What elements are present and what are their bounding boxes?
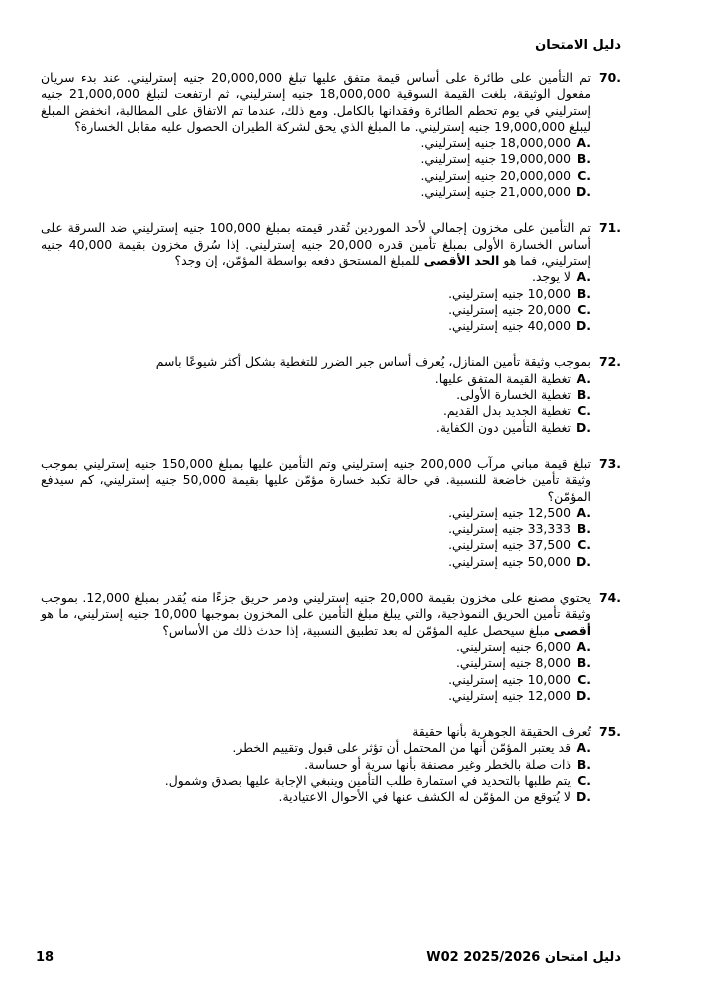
option-a (41, 371, 591, 387)
footer-title: دليل امتحان W02 2025/2026 (426, 950, 621, 965)
option-text: 37,500 جنيه إسترليني. (448, 537, 571, 553)
option-letter: B. (576, 756, 591, 772)
option-letter: D. (576, 687, 591, 703)
option-letter: B. (576, 655, 591, 671)
option-letter: A. (576, 638, 591, 654)
option-text: 21,000,000 جنيه إسترليني. (420, 184, 571, 200)
options-list (41, 371, 591, 436)
options-list (41, 740, 591, 805)
option-letter: B. (576, 387, 591, 403)
option-a (41, 135, 591, 151)
option-text: تغطية الخسارة الأولى. (456, 387, 571, 403)
option-b (41, 521, 591, 537)
option-text: 12,000 جنيه إسترليني. (448, 687, 571, 703)
question-number: 72. (599, 354, 621, 370)
option-a (41, 269, 591, 285)
option-c (41, 773, 591, 789)
question-number: 70. (599, 70, 621, 85)
page-header: دليل الامتحان (535, 38, 621, 53)
option-d (41, 688, 591, 704)
question-text: تبلغ قيمة مباني مرآب 200,000 جنيه إسترليني وتم التأمين عليها بمبلغ 150,000 جنيه إسترليني بموجب وثيقة تأمين خاضعة للنسبية. في حالة تكبد خسارة مؤمّن عليها بقيمة 50,000 جنيه إسترليني، كم سيدفع المؤمّن؟ (41, 455, 591, 504)
question-72 (41, 354, 621, 435)
question-71 (41, 220, 621, 334)
question-number: 75. (599, 724, 621, 740)
option-text: 8,000 جنيه إسترليني. (455, 655, 571, 671)
option-text: ذات صلة بالخطر وغير مصنفة بأنها سرية أو حساسة. (304, 756, 571, 772)
option-letter: D. (576, 789, 591, 805)
option-text: تغطية الجديد بدل القديم. (442, 403, 571, 419)
question-text-part: تم التأمين على مخزون إجمالي لأحد الموردين تُقدر قيمته بمبلغ 100,000 جنيه إسترليني ضد السرقة على أساس الخسارة الأولى بمبلغ تأمين قدره 20,000 جنيه إسترليني. إذا سُرق مخزون بقيمة 40,000 جنيه إسترليني، فما هو (41, 220, 591, 268)
question-text: تم التأمين على طائرة على أساس قيمة متفق عليها تبلغ 20,000,000 جنيه إسترليني. عند بدء سريان مفعول الوثيقة، بلغت القيمة السوقية 18,000,000 جنيه إسترليني، ثم ارتفعت لتبلغ 21,000,000 جنيه إسترليني في يوم تحطم الطائرة وفقدانها بالكامل. ومع ذلك، عندما تم الاتفاق على المطالبة، انخفض المبلغ ليبلغ 19,000,000 جنيه إسترليني. ما المبلغ الذي يحق لشركة الطيران الحصول عليه مقابل الخسارة؟ (41, 70, 591, 134)
question-73 (41, 456, 621, 570)
option-letter: A. (576, 135, 591, 151)
option-a (41, 639, 591, 655)
option-c (41, 302, 591, 318)
option-c (41, 403, 591, 419)
question-text-part: للمبلغ المستحق دفعه بواسطة المؤمّن، إن وجد؟ (174, 252, 424, 268)
page-number: 18 (36, 950, 55, 965)
question-list (41, 70, 621, 826)
question-70 (41, 70, 621, 200)
option-letter: D. (576, 419, 591, 435)
option-text: تغطية القيمة المتفق عليها. (434, 370, 571, 386)
option-letter: B. (576, 521, 591, 537)
option-letter: B. (576, 285, 591, 301)
option-text: 33,333 جنيه إسترليني. (448, 521, 571, 537)
option-text: 19,000,000 جنيه إسترليني. (420, 151, 571, 167)
option-d (41, 184, 591, 200)
question-number: 71. (599, 220, 621, 236)
question-75 (41, 724, 621, 805)
option-letter: D. (576, 318, 591, 334)
option-text: 12,500 جنيه إسترليني. (448, 504, 571, 520)
option-text: 10,000 جنيه إسترليني. (448, 671, 571, 687)
option-text: 50,000 جنيه إسترليني. (448, 553, 571, 569)
option-letter: C. (577, 301, 591, 317)
question-text (41, 220, 591, 269)
option-text: تغطية التأمين دون الكفاية. (435, 419, 571, 435)
option-text: 20,000 جنيه إسترليني. (448, 301, 571, 317)
option-a (41, 505, 591, 521)
option-letter: B. (576, 151, 591, 167)
question-number: 73. (599, 455, 621, 471)
question-text-part: يحتوي مصنع على مخزون بقيمة 20,000 جنيه إسترليني ودمر حريق جزءًا منه يُقدر بمبلغ 12,000. بموجب وثيقة تأمين الحريق النموذجية، والتي يبلغ مبلغ التأمين على المخزون بموجبها 10,000 جنيه إسترليني، ما هو (41, 590, 592, 622)
option-b (41, 655, 591, 671)
question-text: بموجب وثيقة تأمين المنازل، يُعرف أساس جبر الضرر للتغطية بشكل أكثر شيوعًا باسم (155, 354, 591, 370)
question-text-part: مبلغ سيحصل عليه المؤمّن له بعد تطبيق النسبية، إذا حدث ذلك من الأساس؟ (162, 622, 554, 638)
option-b (41, 151, 591, 167)
option-text: 18,000,000 جنيه إسترليني. (420, 135, 571, 151)
option-letter: A. (576, 504, 591, 520)
option-d (41, 554, 591, 570)
emphasis-text: أقصى (553, 622, 591, 638)
options-list (41, 135, 591, 200)
emphasis-text: الحد الأقصى (423, 252, 500, 268)
option-letter: D. (576, 184, 591, 200)
option-letter: C. (577, 167, 591, 183)
option-c (41, 537, 591, 553)
question-74 (41, 590, 621, 704)
option-d (41, 420, 591, 436)
option-letter: A. (576, 269, 591, 285)
option-b (41, 286, 591, 302)
option-letter: A. (576, 740, 591, 756)
options-list (41, 505, 591, 570)
option-text: لا يوجد. (532, 269, 571, 285)
option-c (41, 168, 591, 184)
option-text: 40,000 جنيه إسترليني. (448, 318, 571, 334)
option-b (41, 757, 591, 773)
option-letter: D. (576, 553, 591, 569)
question-number: 74. (599, 590, 621, 606)
options-list (41, 269, 591, 334)
option-text: لا يُتوقع من المؤمّن له الكشف عنها في الأحوال الاعتيادية. (278, 789, 571, 805)
option-letter: C. (577, 772, 591, 788)
option-letter: C. (577, 403, 591, 419)
option-letter: C. (577, 537, 591, 553)
question-text: تُعرف الحقيقة الجوهرية بأنها حقيقة (412, 724, 591, 740)
question-text (41, 590, 591, 639)
option-text: 6,000 جنيه إسترليني. (455, 638, 571, 654)
option-a (41, 740, 591, 756)
option-d (41, 789, 591, 805)
option-letter: C. (577, 671, 591, 687)
options-list (41, 639, 591, 704)
option-c (41, 672, 591, 688)
option-text: يتم طلبها بالتحديد في استمارة طلب التأمين وينبغي الإجابة عليها بصدق وشمول. (164, 772, 571, 788)
option-d (41, 318, 591, 334)
option-letter: A. (576, 370, 591, 386)
option-b (41, 387, 591, 403)
option-text: 20,000,000 جنيه إسترليني. (420, 167, 571, 183)
option-text: قد يعتبر المؤمّن أنها من المحتمل أن تؤثر على قبول وتقييم الخطر. (232, 740, 571, 756)
option-text: 10,000 جنيه إسترليني. (448, 285, 571, 301)
